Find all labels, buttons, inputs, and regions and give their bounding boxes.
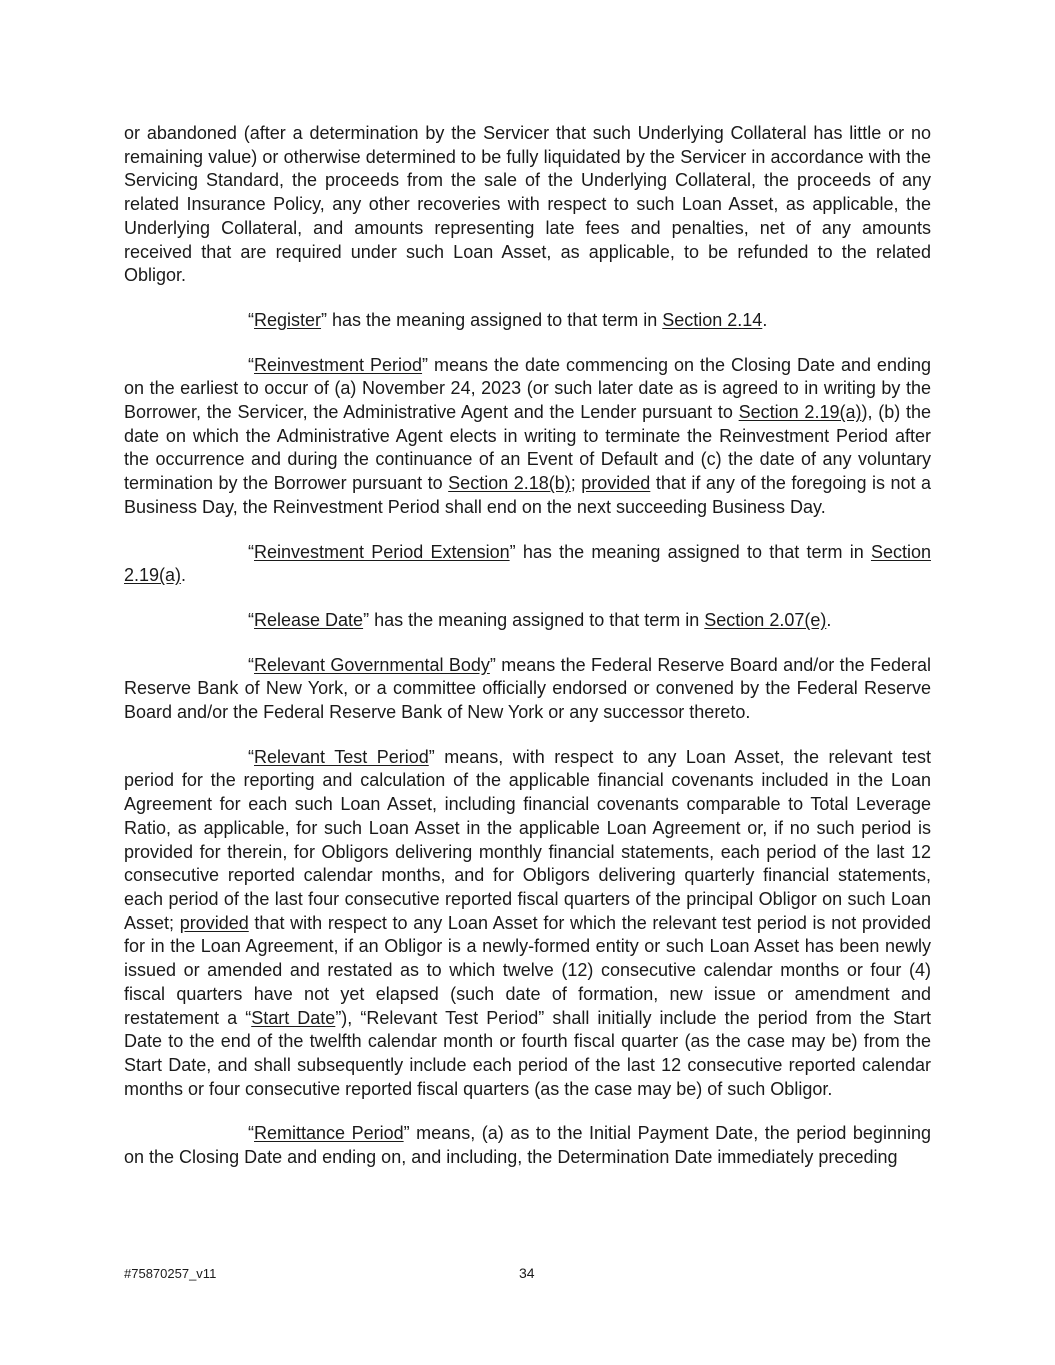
- definition-text: means, (a) as to the Initial Payment Date, the period beginning on the Closing Date and ending on, and including, the Determination Date immediately preceding: [124, 1123, 931, 1168]
- defined-term: Release Date: [254, 609, 364, 630]
- defined-term: Relevant Governmental Body: [254, 654, 490, 675]
- definition-text: .: [762, 309, 768, 330]
- section-reference: Section 2.07(e): [704, 609, 827, 630]
- document-body: [124, 122, 931, 1191]
- intro-text: or abandoned (after a determination by the Servicer that such Underlying Collateral has little or no remaining value) or otherwise determined to be fully liquidated by the Servicer in accordance with the Servicing Standard, the proceeds from the sale of the Underlying Collateral, the proceeds of any related Insurance Policy, any other recoveries with respect to such Loan Asset, as applicable, the Underlying Collateral, and amounts representing late fees and penalties, net of any amounts received that are required under such Loan Asset, as applicable, to be refunded to the related Obligor.: [124, 123, 931, 286]
- defined-term: Register: [254, 309, 322, 330]
- definition-text: means the Federal Reserve Board and/or the Federal Reserve Bank of New York, or a committee officially endorsed or convened by the Federal Reserve Board and/or the Federal Reserve Bank of New York or any successor thereto.: [124, 654, 931, 723]
- definition-text: ;: [570, 473, 582, 494]
- definition-reinvestment-period-extension: “Reinvestment Period Extension” has the meaning assigned to that term in Section 2.19(a).: [124, 541, 931, 586]
- provided-term: provided: [179, 912, 249, 933]
- definition-text: means, with respect to any Loan Asset, the relevant test period for the reporting and calculation of the applicable financial covenants included in the Loan Agreement for each such Loan Asset, including financial covenants comparable to Total Leverage Ratio, as applicable, for such Loan Asset in the applicable Loan Agreement or, if no such period is provided for therein, for Obligors delivering monthly financial statements, each period of the last 12 consecutive reported calendar months, and for Obligors delivering quarterly financial statements, each period of the last four consecutive reported fiscal quarters of the principal Obligor on such Loan Asset;: [124, 746, 932, 933]
- definition-relevant-governmental-body: “Relevant Governmental Body” means the Federal Reserve Board and/or the Federal Reserve Bank of New York, or a committee officially endorsed or convened by the Federal Reserve Board and/or the Federal Reserve Bank of New York or any successor thereto.: [124, 654, 931, 723]
- definition-remittance-period: “Remittance Period” means, (a) as to the Initial Payment Date, the period beginning on the Closing Date and ending on, and including, the Determination Date immediately preceding: [124, 1123, 931, 1168]
- section-reference: Section 2.18(b): [448, 473, 571, 494]
- definition-relevant-test-period: “Relevant Test Period” means, with respect to any Loan Asset, the relevant test period for the reporting and calculation of the applicable financial covenants included in the Loan Agreement for each such Loan Asset, including financial covenants comparable to Total Leverage Ratio, as applicable, for such Loan Asset in the applicable Loan Agreement or, if no such period is provided for therein, for Obligors delivering monthly financial statements, each period of the last 12 consecutive reported calendar months, and for Obligors delivering quarterly financial statements, each period of the last four consecutive reported fiscal quarters of the principal Obligor on such Loan Asset; provided that with respect to any Loan Asset for which the relevant test period is not provided for in the Loan Agreement, if an Obligor is a newly-formed entity or such Loan Asset has been newly issued or amended and restated as to which twelve (12) consecutive calendar months or four (4) fiscal quarters have not yet elapsed (such date of formation, new issue or amendment and restatement a “Start Date”), “Relevant Test Period” shall initially include the period from the Start Date to the end of the twelfth calendar month or fourth fiscal quarter (as the case may be) from the Start Date, and shall subsequently include each period of the last 12 consecutive reported calendar months or four consecutive reported fiscal quarters (as the case may be) of such Obligor.: [124, 746, 932, 1099]
- definition-text: has the meaning assigned to that term in: [515, 541, 871, 562]
- definition-text: that if any of the foregoing is not a Business Day, the Reinvestment Period shall end on the next succeeding Business Day.: [124, 473, 931, 517]
- definition-text: has the meaning assigned to that term in: [369, 609, 705, 630]
- definition-text: .: [181, 565, 187, 586]
- defined-term: Reinvestment Period: [254, 354, 423, 375]
- intro-paragraph: [124, 122, 931, 288]
- definition-text: means the date commencing on the Closing Date and ending on the earliest to occur of (a) November 24, 2023 (or such later date as is agreed to in writing by the Borrower, the Servicer, the Administrative Agent and the Lender pursuant to: [124, 354, 931, 423]
- definition-text: ), (b) the date on which the Administrative Agent elects in writing to terminate the Reinvestment Period after the occurrence and during the continuance of an Event of Default and (c) the date of any voluntary termination by the Borrower pursuant to: [124, 402, 931, 494]
- definition-reinvestment-period: “Reinvestment Period” means the date commencing on the Closing Date and ending on the earliest to occur of (a) November 24, 2023 (or such later date as is agreed to in writing by the Borrower, the Servicer, the Administrative Agent and the Lender pursuant to Section 2.19(a)), (b) the date on which the Administrative Agent elects in writing to terminate the Reinvestment Period after the occurrence and during the continuance of an Event of Default and (c) the date of any voluntary termination by the Borrower pursuant to Section 2.18(b); provided that if any of the foregoing is not a Business Day, the Reinvestment Period shall end on the next succeeding Business Day.: [124, 354, 931, 517]
- footer-page-number: 34: [519, 1265, 535, 1281]
- section-reference: Section 2.14: [662, 309, 763, 330]
- defined-term-start-date: Start Date: [251, 1007, 336, 1028]
- defined-term: Reinvestment Period Extension: [254, 541, 510, 562]
- defined-term: Remittance Period: [254, 1123, 404, 1144]
- provided-term: provided: [581, 473, 651, 494]
- section-reference: Section 2.19(a): [124, 541, 931, 586]
- definition-release-date: “Release Date” has the meaning assigned to that term in Section 2.07(e).: [248, 609, 832, 630]
- definition-register: “Register” has the meaning assigned to that term in Section 2.14.: [248, 309, 768, 330]
- definition-text: .: [826, 609, 832, 630]
- definition-text: has the meaning assigned to that term in: [327, 309, 663, 330]
- defined-term: Relevant Test Period: [254, 746, 429, 767]
- definition-text: ”), “Relevant Test Period” shall initially include the period from the Start Date to the end of the twelfth calendar month or fourth fiscal quarter (as the case may be) from the Start Date, and shall subsequently include each period of the last 12 consecutive reported calendar months or four consecutive reported fiscal quarters (as the case may be) of such Obligor.: [124, 1007, 931, 1099]
- definition-text: that with respect to any Loan Asset for which the relevant test period is not provided for in the Loan Agreement, if an Obligor is a newly-formed entity or such Loan Asset has been newly issued or amended and restated as to which twelve (12) consecutive calendar months or four (4) fiscal quarters have not yet elapsed (such date of formation, new issue or amendment and restatement a “: [124, 912, 931, 1028]
- section-reference: Section 2.19(a): [738, 402, 862, 423]
- footer-document-id: #75870257_v11: [124, 1266, 217, 1281]
